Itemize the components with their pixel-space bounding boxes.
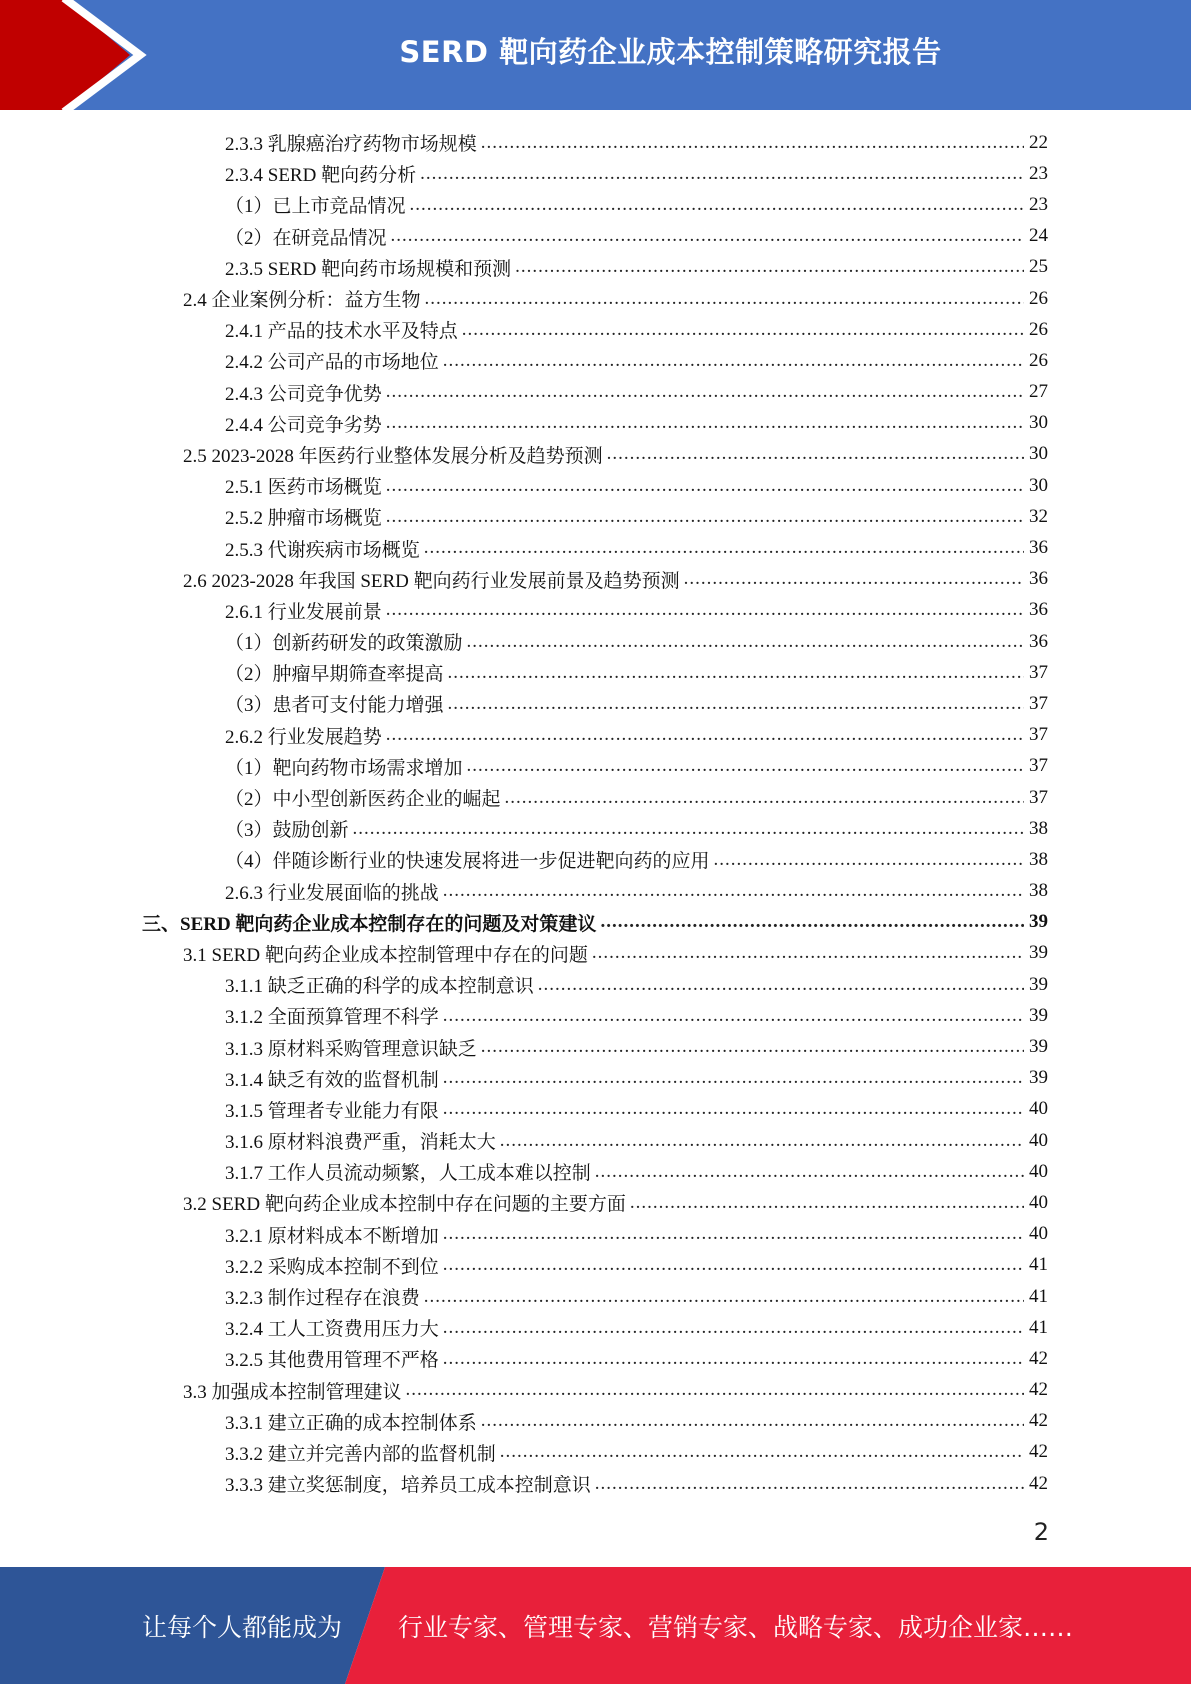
toc-page-number: 36 xyxy=(1029,568,1048,590)
toc-dot-leader xyxy=(592,942,1024,964)
table-of-contents xyxy=(0,127,1191,1499)
toc-dot-leader xyxy=(467,631,1024,653)
toc-entry[interactable] xyxy=(0,782,1191,813)
toc-entry[interactable] xyxy=(0,1250,1191,1281)
toc-page-number: 40 xyxy=(1029,1129,1048,1151)
page-header xyxy=(0,0,1191,110)
toc-entry[interactable] xyxy=(0,283,1191,314)
toc-entry-title: 2.5.2 肿瘤市场概览 xyxy=(225,508,382,530)
toc-entry[interactable] xyxy=(0,1031,1191,1062)
toc-entry-title: （1）已上市竞品情况 xyxy=(225,196,406,218)
toc-entry[interactable] xyxy=(0,1406,1191,1437)
toc-entry[interactable] xyxy=(0,127,1191,158)
toc-entry[interactable] xyxy=(0,688,1191,719)
toc-dot-leader xyxy=(500,1441,1024,1463)
toc-entry-title: （3）患者可支付能力增强 xyxy=(225,695,444,717)
toc-page-number: 39 xyxy=(1029,1036,1048,1058)
toc-page-number: 23 xyxy=(1029,193,1048,215)
toc-page-number: 37 xyxy=(1029,786,1048,808)
toc-entry-title: 2.4.3 公司竞争优势 xyxy=(225,383,382,405)
toc-entry[interactable] xyxy=(0,1468,1191,1499)
report-title: SERD 靶向药企业成本控制策略研究报告 xyxy=(399,34,942,69)
toc-entry-title: （2）在研竞品情况 xyxy=(225,227,387,249)
toc-entry-title: 2.5 2023-2028 年医药行业整体发展分析及趋势预测 xyxy=(183,445,603,467)
toc-dot-leader xyxy=(538,974,1024,996)
toc-entry-title: 3.2 SERD 靶向药企业成本控制中存在问题的主要方面 xyxy=(183,1194,626,1216)
toc-entry-title: 3.1 SERD 靶向药企业成本控制管理中存在的问题 xyxy=(183,944,588,966)
toc-entry[interactable] xyxy=(0,377,1191,408)
toc-page-number: 22 xyxy=(1029,131,1048,153)
toc-page-number: 42 xyxy=(1029,1347,1048,1369)
toc-page-number: 30 xyxy=(1029,474,1048,496)
toc-entry[interactable] xyxy=(0,252,1191,283)
toc-entry[interactable] xyxy=(0,564,1191,595)
toc-page-number: 40 xyxy=(1029,1191,1048,1213)
toc-page-number: 36 xyxy=(1029,630,1048,652)
toc-page-number: 37 xyxy=(1029,692,1048,714)
toc-dot-leader xyxy=(353,818,1024,840)
toc-entry[interactable] xyxy=(0,158,1191,189)
toc-page-number: 26 xyxy=(1029,287,1048,309)
toc-entry-title: （4）伴随诊断行业的快速发展将进一步促进靶向药的应用 xyxy=(225,851,710,873)
toc-dot-leader xyxy=(386,724,1024,746)
toc-entry[interactable] xyxy=(0,345,1191,376)
toc-entry[interactable] xyxy=(0,1187,1191,1218)
toc-page-number: 37 xyxy=(1029,755,1048,777)
toc-entry[interactable] xyxy=(0,532,1191,563)
toc-dot-leader xyxy=(607,443,1024,465)
toc-page-number: 39 xyxy=(1029,1004,1048,1026)
toc-page-number: 24 xyxy=(1029,225,1048,247)
footer-slogan-right: 行业专家、管理专家、营销专家、战略专家、成功企业家…… xyxy=(398,1612,1074,1642)
toc-entry-title: 2.4.4 公司竞争劣势 xyxy=(225,414,382,436)
toc-page-number: 41 xyxy=(1029,1316,1048,1338)
toc-page-number: 39 xyxy=(1029,942,1048,964)
toc-page-number: 41 xyxy=(1029,1254,1048,1276)
toc-entry[interactable] xyxy=(0,1156,1191,1187)
page-footer xyxy=(0,1567,1191,1684)
toc-dot-leader xyxy=(443,1005,1024,1027)
page-number: 2 xyxy=(1033,1518,1049,1546)
toc-entry-title: 3.1.6 原材料浪费严重，消耗太大 xyxy=(225,1132,496,1154)
toc-dot-leader xyxy=(595,1473,1024,1495)
toc-entry-title: 2.4.1 产品的技术水平及特点 xyxy=(225,321,458,343)
toc-entry[interactable] xyxy=(0,1000,1191,1031)
toc-page-number: 42 xyxy=(1029,1379,1048,1401)
toc-entry[interactable] xyxy=(0,876,1191,907)
toc-entry-title: 三、SERD 靶向药企业成本控制存在的问题及对策建议 xyxy=(142,913,597,935)
toc-page-number: 40 xyxy=(1029,1160,1048,1182)
toc-entry-title: 3.2.4 工人工资费用压力大 xyxy=(225,1319,439,1341)
toc-page-number: 26 xyxy=(1029,318,1048,340)
toc-entry[interactable] xyxy=(0,657,1191,688)
toc-page-number: 37 xyxy=(1029,724,1048,746)
toc-entry-title: （2）肿瘤早期筛查率提高 xyxy=(225,664,444,686)
toc-page-number: 39 xyxy=(1029,1067,1048,1089)
toc-entry-title: 3.1.7 工作人员流动频繁，人工成本难以控制 xyxy=(225,1163,591,1185)
toc-entry-title: （2）中小型创新医药企业的崛起 xyxy=(225,789,501,811)
toc-dot-leader xyxy=(386,381,1024,403)
toc-entry[interactable] xyxy=(0,501,1191,532)
toc-dot-leader xyxy=(386,599,1024,621)
toc-page-number: 38 xyxy=(1029,848,1048,870)
toc-dot-leader xyxy=(424,537,1024,559)
toc-dot-leader xyxy=(462,319,1024,341)
toc-page-number: 40 xyxy=(1029,1098,1048,1120)
toc-entry[interactable] xyxy=(0,1312,1191,1343)
toc-dot-leader xyxy=(410,194,1024,216)
toc-dot-leader xyxy=(481,132,1024,154)
toc-page-number: 42 xyxy=(1029,1441,1048,1463)
toc-entry-title: 2.3.3 乳腺癌治疗药物市场规模 xyxy=(225,134,477,156)
toc-page-number: 41 xyxy=(1029,1285,1048,1307)
toc-dot-leader xyxy=(420,163,1024,185)
toc-page-number: 39 xyxy=(1029,973,1048,995)
toc-dot-leader xyxy=(505,787,1024,809)
toc-entry-title: 3.3.3 建立奖惩制度，培养员工成本控制意识 xyxy=(225,1475,591,1497)
toc-entry-title: 3.3.1 建立正确的成本控制体系 xyxy=(225,1412,477,1434)
toc-dot-leader xyxy=(600,911,1024,933)
toc-dot-leader xyxy=(630,1192,1024,1214)
toc-dot-leader xyxy=(443,1067,1024,1089)
toc-entry-title: 2.6 2023-2028 年我国 SERD 靶向药行业发展前景及趋势预测 xyxy=(183,570,680,592)
toc-entry-title: 3.2.5 其他费用管理不严格 xyxy=(225,1350,439,1372)
toc-entry[interactable] xyxy=(0,751,1191,782)
toc-entry[interactable] xyxy=(0,408,1191,439)
toc-entry-title: 3.2.2 采购成本控制不到位 xyxy=(225,1256,439,1278)
toc-entry[interactable] xyxy=(0,844,1191,875)
toc-entry-title: 3.3.2 建立并完善内部的监督机制 xyxy=(225,1443,496,1465)
toc-dot-leader xyxy=(467,755,1024,777)
toc-entry[interactable] xyxy=(0,189,1191,220)
toc-entry[interactable] xyxy=(0,314,1191,345)
toc-page-number: 36 xyxy=(1029,537,1048,559)
toc-entry[interactable] xyxy=(0,813,1191,844)
toc-entry-title: 3.3 加强成本控制管理建议 xyxy=(183,1381,402,1403)
toc-page-number: 32 xyxy=(1029,505,1048,527)
toc-page-number: 23 xyxy=(1029,162,1048,184)
toc-page-number: 40 xyxy=(1029,1223,1048,1245)
toc-entry[interactable] xyxy=(0,969,1191,1000)
toc-entry-title: 2.5.1 医药市场概览 xyxy=(225,477,382,499)
toc-entry[interactable] xyxy=(0,470,1191,501)
toc-dot-leader xyxy=(481,1036,1024,1058)
toc-entry-title: 2.6.2 行业发展趋势 xyxy=(225,726,382,748)
toc-entry-title: 3.1.1 缺乏正确的科学的成本控制意识 xyxy=(225,976,534,998)
toc-page-number: 25 xyxy=(1029,256,1048,278)
toc-entry[interactable] xyxy=(0,907,1191,938)
toc-dot-leader xyxy=(425,288,1024,310)
toc-dot-leader xyxy=(443,1223,1024,1245)
toc-dot-leader xyxy=(443,1317,1024,1339)
toc-entry[interactable] xyxy=(0,1281,1191,1312)
toc-entry-title: 2.4.2 公司产品的市场地位 xyxy=(225,352,439,374)
toc-entry[interactable] xyxy=(0,1125,1191,1156)
toc-dot-leader xyxy=(386,412,1024,434)
toc-entry-title: 3.1.2 全面预算管理不科学 xyxy=(225,1007,439,1029)
toc-page-number: 39 xyxy=(1029,911,1048,933)
toc-entry-title: 3.1.4 缺乏有效的监督机制 xyxy=(225,1069,439,1091)
toc-dot-leader xyxy=(443,1098,1024,1120)
toc-entry-title: 2.6.1 行业发展前景 xyxy=(225,601,382,623)
toc-page-number: 37 xyxy=(1029,661,1048,683)
toc-dot-leader xyxy=(448,693,1024,715)
toc-dot-leader xyxy=(386,506,1024,528)
toc-page-number: 30 xyxy=(1029,443,1048,465)
toc-dot-leader xyxy=(500,1130,1024,1152)
toc-dot-leader xyxy=(714,849,1024,871)
toc-dot-leader xyxy=(443,1254,1024,1276)
toc-page-number: 27 xyxy=(1029,381,1048,403)
toc-entry[interactable] xyxy=(0,1437,1191,1468)
toc-dot-leader xyxy=(448,662,1024,684)
footer-slogan-left: 让每个人都能成为 xyxy=(142,1612,343,1642)
toc-entry-title: 3.1.5 管理者专业能力有限 xyxy=(225,1100,439,1122)
toc-page-number: 30 xyxy=(1029,412,1048,434)
toc-entry[interactable] xyxy=(0,595,1191,626)
toc-dot-leader xyxy=(386,475,1024,497)
toc-dot-leader xyxy=(595,1161,1024,1183)
toc-entry[interactable] xyxy=(0,720,1191,751)
toc-dot-leader xyxy=(515,256,1024,278)
toc-dot-leader xyxy=(443,1348,1024,1370)
toc-dot-leader xyxy=(406,1379,1024,1401)
toc-dot-leader xyxy=(424,1286,1024,1308)
toc-page-number: 36 xyxy=(1029,599,1048,621)
toc-entry[interactable] xyxy=(0,938,1191,969)
toc-entry-title: 2.3.4 SERD 靶向药分析 xyxy=(225,165,417,187)
toc-page-number: 38 xyxy=(1029,817,1048,839)
toc-entry-title: 2.5.3 代谢疾病市场概览 xyxy=(225,539,420,561)
toc-entry[interactable] xyxy=(0,1343,1191,1374)
toc-entry[interactable] xyxy=(0,1219,1191,1250)
toc-entry[interactable] xyxy=(0,1375,1191,1406)
toc-entry-title: （1）靶向药物市场需求增加 xyxy=(225,757,463,779)
toc-entry[interactable] xyxy=(0,1063,1191,1094)
toc-entry[interactable] xyxy=(0,626,1191,657)
toc-page-number: 38 xyxy=(1029,880,1048,902)
toc-entry[interactable] xyxy=(0,221,1191,252)
toc-entry-title: （1）创新药研发的政策激励 xyxy=(225,633,463,655)
toc-page-number: 42 xyxy=(1029,1410,1048,1432)
toc-entry-title: （3）鼓励创新 xyxy=(225,820,349,842)
toc-entry-title: 3.1.3 原材料采购管理意识缺乏 xyxy=(225,1038,477,1060)
toc-entry[interactable] xyxy=(0,1094,1191,1125)
toc-dot-leader xyxy=(443,880,1024,902)
toc-dot-leader xyxy=(391,225,1024,247)
toc-dot-leader xyxy=(684,568,1024,590)
toc-entry-title: 2.6.3 行业发展面临的挑战 xyxy=(225,882,439,904)
toc-entry[interactable] xyxy=(0,439,1191,470)
chevron-arrow-icon xyxy=(0,0,160,110)
toc-dot-leader xyxy=(481,1410,1024,1432)
toc-page-number: 26 xyxy=(1029,349,1048,371)
toc-dot-leader xyxy=(443,350,1024,372)
toc-page-number: 42 xyxy=(1029,1472,1048,1494)
toc-entry-title: 3.2.3 制作过程存在浪费 xyxy=(225,1288,420,1310)
toc-entry-title: 2.4 企业案例分析：益方生物 xyxy=(183,290,421,312)
toc-entry-title: 2.3.5 SERD 靶向药市场规模和预测 xyxy=(225,258,512,280)
toc-entry-title: 3.2.1 原材料成本不断增加 xyxy=(225,1225,439,1247)
